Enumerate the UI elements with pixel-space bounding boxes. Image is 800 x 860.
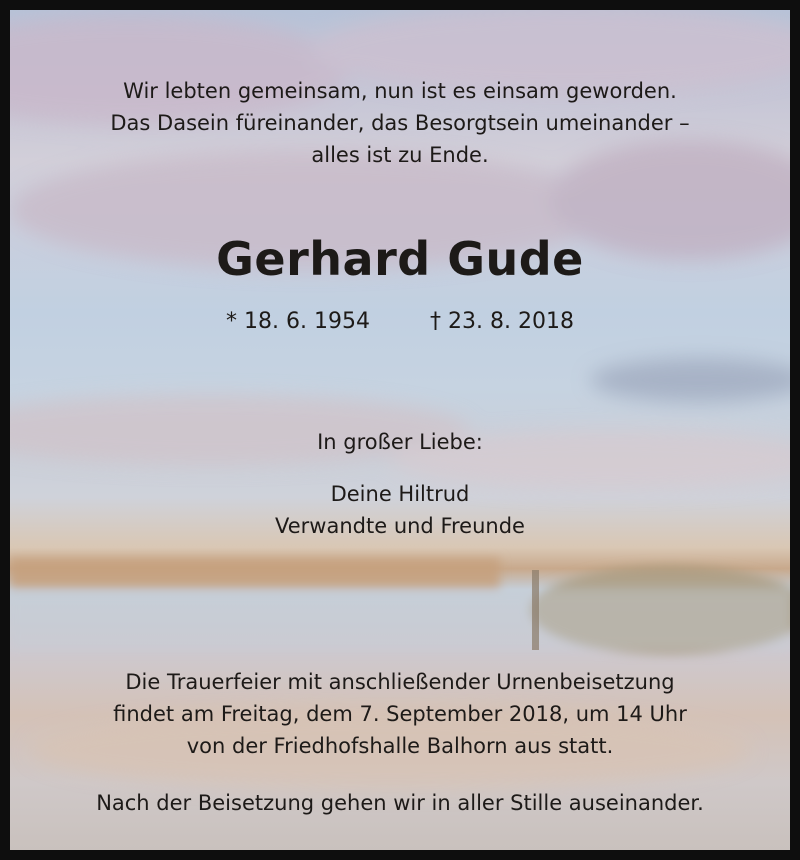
service-line: von der Friedhofshalle Balhorn aus statt. [186,734,614,758]
service-line: Die Trauerfeier mit anschließender Urnenbeisetzung [125,670,675,694]
closing-note: Nach der Beisetzung gehen wir in aller Stille auseinander. [96,791,704,815]
deceased-name: Gerhard Gude [216,232,584,286]
mourners-list [10,478,790,542]
mourners-intro: In großer Liebe: [317,430,483,454]
birth-date: * 18. 6. 1954 [226,309,370,334]
service-line: findet am Freitag, dem 7. September 2018, um 14 Uhr [113,702,687,726]
life-dates [10,307,790,337]
funeral-service-info [10,666,790,762]
death-date: † 23. 8. 2018 [430,309,574,334]
verse-line: Das Dasein füreinander, das Besorgtsein umeinander – [110,111,690,135]
mourner-line: Deine Hiltrud [330,482,470,506]
mourner-line: Verwandte und Freunde [275,514,525,538]
obituary-notice [10,10,790,850]
verse-line: alles ist zu Ende. [311,143,489,167]
verse-line: Wir lebten gemeinsam, nun ist es einsam geworden. [123,79,677,103]
memorial-verse [10,75,790,171]
